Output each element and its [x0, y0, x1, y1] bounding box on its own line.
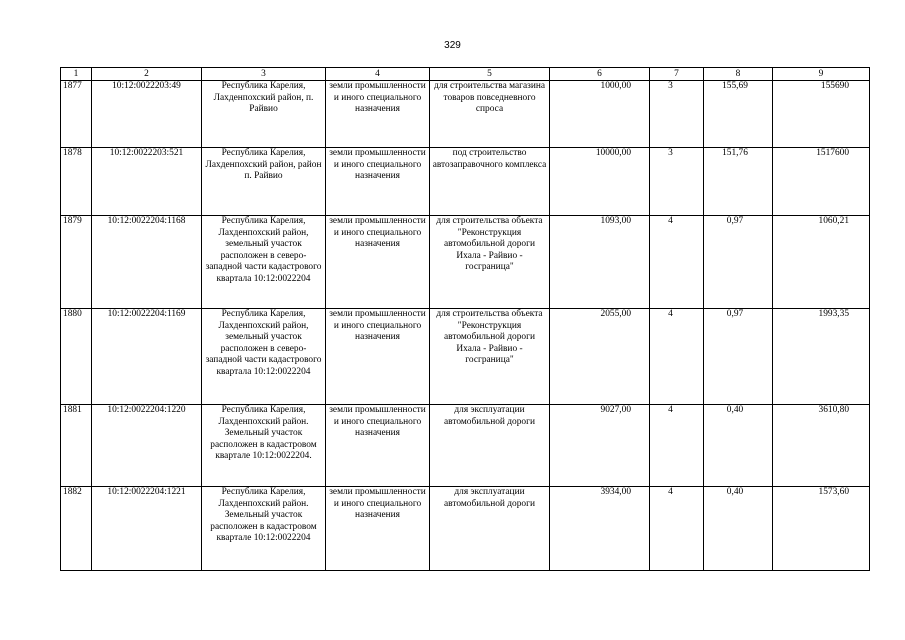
rate-cell: 151,76 [704, 148, 773, 216]
permitted-use-cell: для строительства объекта "Реконструкция автомобильной дороги Ихала - Райвио - госграница" [430, 216, 550, 309]
cadastral-number: 10:12:0022204:1220 [92, 405, 202, 487]
area-cell: 2055,00 [550, 309, 650, 405]
value-cell: 1060,21 [773, 216, 870, 309]
table-row [61, 405, 870, 487]
area-cell: 1093,00 [550, 216, 650, 309]
column-header: 4 [326, 68, 430, 81]
row-number: 1877 [61, 81, 92, 148]
rate-cell: 0,97 [704, 309, 773, 405]
land-category-cell: земли промышленности и иного специального назначения [326, 487, 430, 571]
rate-cell: 0,40 [704, 487, 773, 571]
area-cell: 1000,00 [550, 81, 650, 148]
page-number: 329 [444, 40, 461, 51]
row-number: 1882 [61, 487, 92, 571]
row-number: 1878 [61, 148, 92, 216]
area-cell: 10000,00 [550, 148, 650, 216]
cadastral-number: 10:12:0022203:521 [92, 148, 202, 216]
column-header: 8 [704, 68, 773, 81]
column-header: 3 [202, 68, 326, 81]
cadastral-number: 10:12:0022204:1221 [92, 487, 202, 571]
table-row [61, 487, 870, 571]
address-cell: Республика Карелия, Лахденпохский район, п. Райвио [202, 81, 326, 148]
column-header: 2 [92, 68, 202, 81]
permitted-use-cell: для строительства объекта "Реконструкция автомобильной дороги Ихала - Райвио - госграница" [430, 309, 550, 405]
address-cell: Республика Карелия, Лахденпохский район, земельный участок расположен в северо-западной части кадастрового квартала 10:12:0022204 [202, 216, 326, 309]
group-cell: 4 [650, 405, 704, 487]
column-header: 7 [650, 68, 704, 81]
rate-cell: 155,69 [704, 81, 773, 148]
group-cell: 4 [650, 487, 704, 571]
land-category-cell: земли промышленности и иного специального назначения [326, 81, 430, 148]
group-cell: 3 [650, 148, 704, 216]
table-row [61, 216, 870, 309]
rate-cell: 0,40 [704, 405, 773, 487]
land-category-cell: земли промышленности и иного специального назначения [326, 309, 430, 405]
address-cell: Республика Карелия, Лахденпохский район, район п. Райвио [202, 148, 326, 216]
area-cell: 9027,00 [550, 405, 650, 487]
value-cell: 1517600 [773, 148, 870, 216]
address-cell: Республика Карелия, Лахденпохский район. Земельный участок расположен в кадастровом квартале 10:12:0022204. [202, 405, 326, 487]
table-row [61, 148, 870, 216]
column-header: 5 [430, 68, 550, 81]
permitted-use-cell: для эксплуатации автомобильной дороги [430, 487, 550, 571]
row-number: 1881 [61, 405, 92, 487]
group-cell: 4 [650, 216, 704, 309]
land-category-cell: земли промышленности и иного специального назначения [326, 148, 430, 216]
group-cell: 3 [650, 81, 704, 148]
land-category-cell: земли промышленности и иного специального назначения [326, 216, 430, 309]
value-cell: 155690 [773, 81, 870, 148]
permitted-use-cell: для строительства магазина товаров повседневного спроса [430, 81, 550, 148]
row-number: 1880 [61, 309, 92, 405]
cadastral-number: 10:12:0022204:1168 [92, 216, 202, 309]
row-number: 1879 [61, 216, 92, 309]
permitted-use-cell: под строительство автозаправочного комплекса [430, 148, 550, 216]
value-cell: 3610,80 [773, 405, 870, 487]
area-cell: 3934,00 [550, 487, 650, 571]
address-cell: Республика Карелия, Лахденпохский район. Земельный участок расположен в кадастровом квартале 10:12:0022204 [202, 487, 326, 571]
land-plot-table [60, 67, 870, 571]
group-cell: 4 [650, 309, 704, 405]
rate-cell: 0,97 [704, 216, 773, 309]
table-row [61, 81, 870, 148]
address-cell: Республика Карелия, Лахденпохский район, земельный участок расположен в северо-западной части кадастрового квартала 10:12:0022204 [202, 309, 326, 405]
column-header: 6 [550, 68, 650, 81]
land-category-cell: земли промышленности и иного специального назначения [326, 405, 430, 487]
cadastral-number: 10:12:0022203:49 [92, 81, 202, 148]
permitted-use-cell: для эксплуатации автомобильной дороги [430, 405, 550, 487]
column-header: 9 [773, 68, 870, 81]
table-header-row [61, 68, 870, 81]
table-row [61, 309, 870, 405]
value-cell: 1993,35 [773, 309, 870, 405]
column-header: 1 [61, 68, 92, 81]
cadastral-number: 10:12:0022204:1169 [92, 309, 202, 405]
value-cell: 1573,60 [773, 487, 870, 571]
